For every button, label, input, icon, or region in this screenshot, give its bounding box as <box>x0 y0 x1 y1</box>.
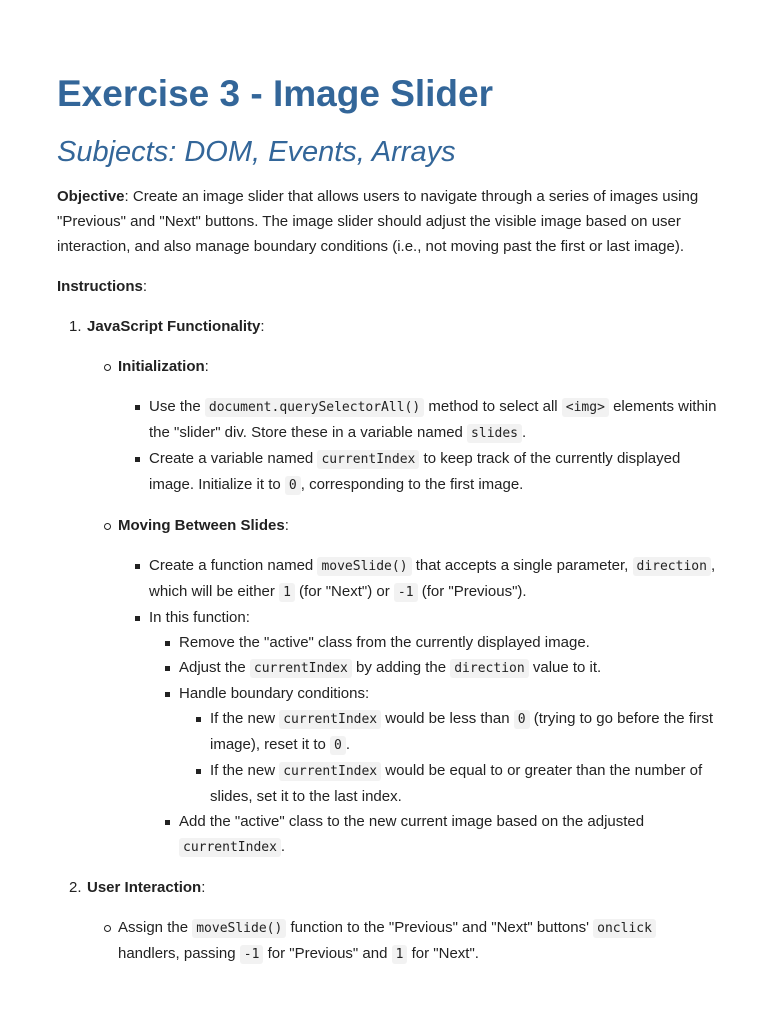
objective-label: Objective <box>57 188 125 205</box>
bullet-square-icon <box>196 769 201 774</box>
bullet-square-icon <box>135 457 140 462</box>
page-title: Exercise 3 - Image Slider <box>57 73 494 114</box>
bullet-circle-icon <box>104 523 111 530</box>
list-item <box>149 605 717 630</box>
step-label: JavaScript Functionality <box>87 318 261 335</box>
code-snippet: 0 <box>514 710 530 729</box>
text: by adding the <box>351 659 451 676</box>
substep-initialization <box>118 354 717 379</box>
text: Create a function named <box>149 557 318 574</box>
list-item <box>179 655 717 681</box>
objective-paragraph <box>57 184 717 259</box>
bullet-square-icon <box>165 641 170 646</box>
bullet-square-icon <box>165 692 170 697</box>
substep-label: Initialization <box>118 358 205 375</box>
code-snippet: moveSlide() <box>192 919 286 938</box>
list-item <box>210 758 717 809</box>
code-snippet: document.querySelectorAll() <box>205 398 424 417</box>
text: . <box>280 838 286 855</box>
step-javascript-functionality <box>69 314 717 339</box>
text: value to it. <box>528 659 602 676</box>
list-item <box>149 394 717 446</box>
list-item <box>210 706 717 758</box>
code-snippet: direction <box>633 557 711 576</box>
step-number: 2. <box>69 879 82 896</box>
list-item <box>179 630 717 655</box>
page-subtitle: Subjects: DOM, Events, Arrays <box>57 136 456 168</box>
text: , which will be either <box>149 557 716 600</box>
text: If the new <box>210 762 280 779</box>
text: function to the "Previous" and "Next" buttons' <box>286 919 594 936</box>
text: (trying to go before the first image), reset it to <box>210 710 713 753</box>
step-number: 1. <box>69 318 82 335</box>
text: handlers, passing <box>118 945 240 962</box>
instructions-label: Instructions <box>57 278 143 295</box>
text: Add the "active" class to the new current image based on the adjusted <box>179 813 645 830</box>
list-item <box>179 809 717 860</box>
bullet-square-icon <box>135 405 140 410</box>
code-snippet: currentIndex <box>250 659 352 678</box>
text: . <box>522 424 527 441</box>
code-snippet: 0 <box>330 736 346 755</box>
substep-moving-between-slides <box>118 513 717 538</box>
text: that accepts a single parameter, <box>411 557 633 574</box>
text: Remove the "active" class from the currently displayed image. <box>179 634 590 651</box>
code-snippet: currentIndex <box>179 838 281 857</box>
text: Assign the <box>118 919 193 936</box>
code-snippet: 1 <box>392 945 408 964</box>
bullet-square-icon <box>165 666 170 671</box>
code-snippet: -1 <box>394 583 418 602</box>
bullet-circle-icon <box>104 925 111 932</box>
colon: : <box>260 318 265 335</box>
colon: : <box>204 358 209 375</box>
colon: : <box>142 278 148 295</box>
text: method to select all <box>424 398 562 415</box>
instructions-heading <box>57 274 717 299</box>
bullet-square-icon <box>196 717 201 722</box>
text: elements within the "slider" div. Store these in a variable named <box>149 398 717 441</box>
code-snippet: 1 <box>279 583 295 602</box>
text: would be less than <box>381 710 514 727</box>
list-item <box>149 446 717 498</box>
text: for "Previous" and <box>263 945 392 962</box>
instructions-list <box>57 314 717 967</box>
objective-text: : Create an image slider that allows users to navigate through a series of images using "Previous" and "Next" buttons. The image slider should adjust the visible image based on user interaction, and also manage boundary conditions (i.e., not moving past the first or last image). <box>57 188 699 255</box>
text: would be equal to or greater than the number of slides, set it to the last index. <box>210 762 703 805</box>
code-snippet: currentIndex <box>279 710 381 729</box>
code-snippet: -1 <box>240 945 264 964</box>
list-item <box>179 681 717 706</box>
code-snippet: onclick <box>593 919 656 938</box>
code-snippet: <img> <box>562 398 609 417</box>
text: If the new <box>210 710 280 727</box>
text: Use the <box>149 398 205 415</box>
bullet-square-icon <box>135 616 140 621</box>
text: Create a variable named <box>149 450 318 467</box>
bullet-square-icon <box>135 564 140 569</box>
colon: : <box>284 517 289 534</box>
bullet-square-icon <box>165 820 170 825</box>
code-snippet: moveSlide() <box>317 557 411 576</box>
document-body <box>57 184 717 967</box>
code-snippet: currentIndex <box>317 450 419 469</box>
list-item <box>149 553 717 605</box>
colon: : <box>201 879 206 896</box>
text: In this function: <box>149 609 250 626</box>
text: (for "Next") or <box>294 583 394 600</box>
step-label: User Interaction <box>87 879 202 896</box>
text: Adjust the <box>179 659 250 676</box>
text: Handle boundary conditions: <box>179 685 370 702</box>
text: to keep track of the currently displayed image. Initialize it to <box>149 450 681 493</box>
text: . <box>345 736 351 753</box>
text: , corresponding to the first image. <box>300 476 524 493</box>
list-item <box>118 915 717 967</box>
code-snippet: 0 <box>285 476 301 495</box>
substep-label: Moving Between Slides <box>118 517 285 534</box>
text: for "Next". <box>407 945 479 962</box>
bullet-circle-icon <box>104 364 111 371</box>
step-user-interaction <box>69 875 717 900</box>
code-snippet: slides <box>467 424 522 443</box>
code-snippet: direction <box>450 659 528 678</box>
code-snippet: currentIndex <box>279 762 381 781</box>
text: (for "Previous"). <box>417 583 527 600</box>
